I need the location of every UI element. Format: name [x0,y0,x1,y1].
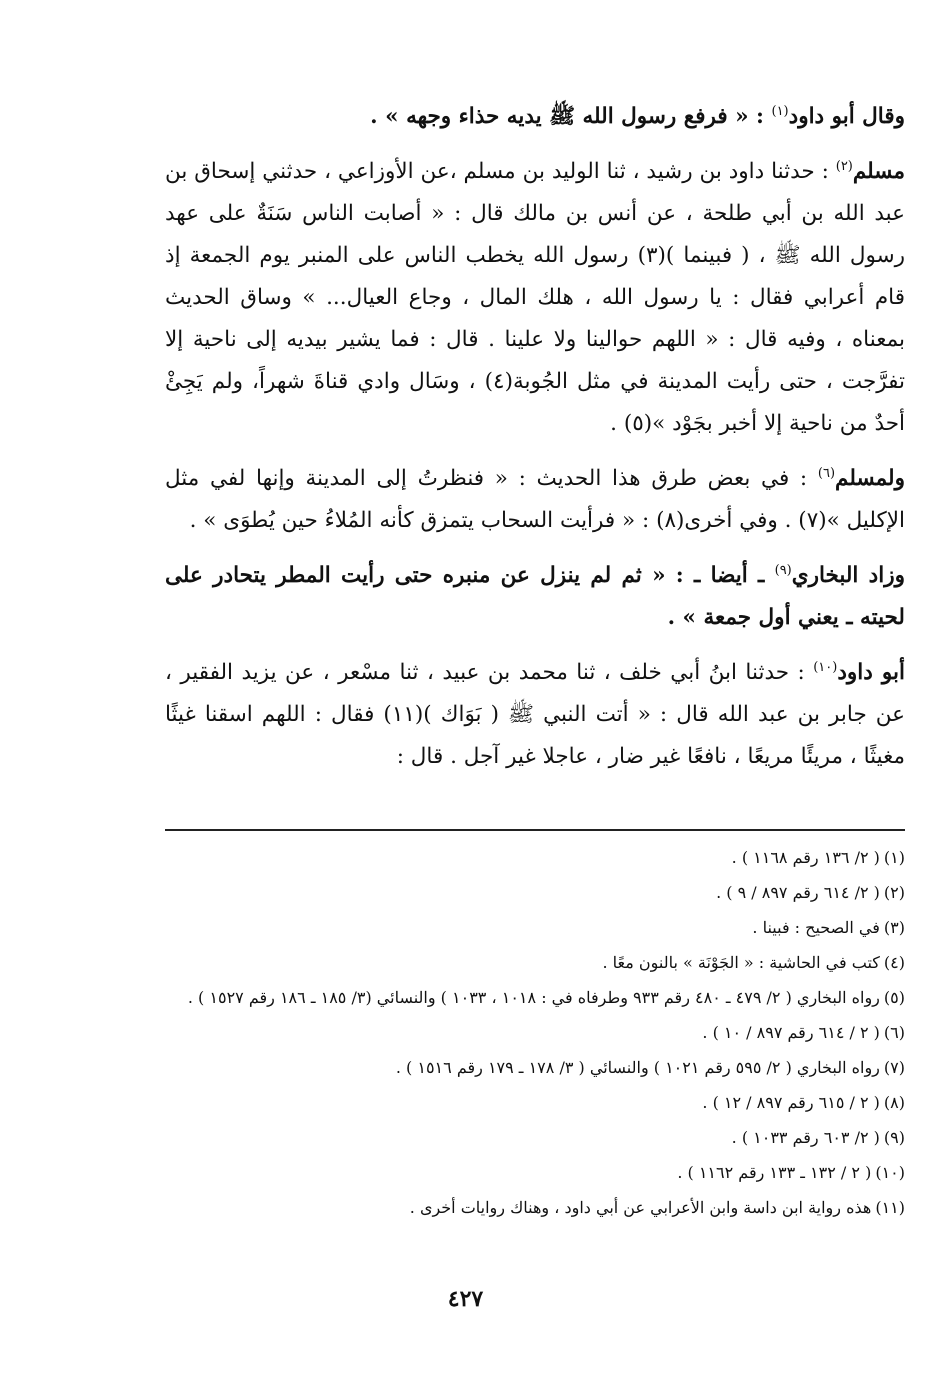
paragraph-text: : « فرفع رسول الله ﷺ يديه حذاء وجهه » . [370,104,772,129]
footnote-number: (٧) [883,1058,905,1077]
footnote-number: (٦) [883,1023,905,1042]
paragraph-lead: وقال أبو داود [788,104,905,129]
footnote-text: في الصحيح : فبينا . [752,918,880,937]
paragraph [165,96,905,138]
footnote-text: كتب في الحاشية : « الجَوْنَة » بالنون معًا . [602,953,880,972]
footnote-text: ( ٢/ ٦١٤ رقم ٨٩٧ / ٩ ) . [716,883,880,902]
paragraph-lead: أبو داود [837,660,905,685]
footnote-text: ( ٢/ ٦٠٣ رقم ١٠٣٣ ) . [731,1128,880,1147]
footnote-number: (٨) [883,1093,905,1112]
paragraph-text: ـ أيضا ـ : « ثم لم ينزل عن منبره حتى رأيت المطر يتحادر على لحيته ـ يعني أول جمعة » . [165,563,905,630]
footnote-divider [165,829,905,831]
footnote-number: (٥) [883,988,905,1007]
footnote-ref: (١٠) [813,659,838,675]
footnote [160,1085,905,1120]
footnote [160,980,905,1015]
footnote [160,1155,905,1190]
footnote [160,1015,905,1050]
paragraph [165,555,905,639]
footnote-text: ( ٢ / ٦١٥ رقم ٨٩٧ / ١٢ ) . [702,1093,880,1112]
paragraph [165,151,905,445]
footnote-ref: (٩) [774,562,792,578]
footnote-text: هذه رواية ابن داسة وابن الأعرابي عن أبي داود ، وهناك روايات أخرى . [409,1198,872,1217]
footnote [160,1050,905,1085]
paragraph-text: : حدثنا داود بن رشيد ، ثنا الوليد بن مسلم ،عن الأوزاعي ، حدثني إسحاق بن عبد الله بن أبي طلحة ، عن أنس بن مالك قال : « أصابت الناس سَنَةٌ على عهد رسول الله ﷺ ، ( فبينما )(٣) رسول الله يخطب الناس على المنبر يوم الجمعة إذ قام أعرابي فقال : يا رسول الله ، هلك المال ، وجاع العيال... » وساق الحديث بمعناه ، وفيه قال : « اللهم حوالينا ولا علينا . قال : فما يشير بيديه إلى ناحية إلا تفرَّجت ، حتى رأيت المدينة في مثل الجُوبة(٤) ، وسَال وادي قناةَ شهراً، ولم يَجِئْ أحدٌ من ناحية إلا أخبر بجَوْد »(٥) . [165,159,905,436]
footnote-text: رواه البخاري ( ٢/ ٤٧٩ ـ ٤٨٠ رقم ٩٣٣ وطرفاه في : ١٠١٨ ، ١٠٣٣ ) والنسائي (٣/ ١٨٥ ـ ١٨٦ رقم ١٥٢٧ ) . [187,988,880,1007]
paragraph [165,652,905,778]
footnote-number: (١) [883,848,905,867]
footnote-number: (١١) [875,1198,905,1217]
footnote-text: ( ٢/ ١٣٦ رقم ١١٦٨ ) . [731,848,880,867]
main-text [165,96,905,791]
footnote [160,840,905,875]
paragraph [165,458,905,542]
footnote-number: (٩) [883,1128,905,1147]
footnote-number: (٣) [883,918,905,937]
paragraph-text: : حدثنا ابنُ أبي خلف ، ثنا محمد بن عبيد ، ثنا مسْعر ، عن يزيد الفقير ، عن جابر بن عبد الله قال : « أتت النبي ﷺ ( بَوَاك )(١١) فقال : اللهم اسقنا غيثًا مغيثًا ، مريئًا مريعًا ، نافعًا غير ضار ، عاجلا غير آجل . قال : [165,660,905,769]
footnote [160,910,905,945]
footnote-text: ( ٢ / ١٣٢ ـ ١٣٣ رقم ١١٦٢ ) . [677,1163,872,1182]
footnote-number: (٢) [883,883,905,902]
paragraph-lead: مسلم [852,159,905,184]
footnote-text: ( ٢ / ٦١٤ رقم ٨٩٧ / ١٠ ) . [702,1023,880,1042]
footnote [160,1190,905,1225]
footnote-ref: (٦) [817,465,836,481]
footnote-number: (٤) [883,953,905,972]
page-number: ٤٢٧ [447,1286,484,1312]
footnote [160,945,905,980]
paragraph-lead: وزاد البخاري [791,563,905,588]
footnote-ref: (٢) [835,158,853,174]
footnote-ref: (١) [771,103,789,119]
footnote-text: رواه البخاري ( ٢/ ٥٩٥ رقم ١٠٢١ ) والنسائي ( ٣/ ١٧٨ ـ ١٧٩ رقم ١٥١٦ ) . [395,1058,880,1077]
footnote-number: (١٠) [875,1163,905,1182]
footnote [160,875,905,910]
paragraph-text: : في بعض طرق هذا الحديث : « فنظرتُ إلى المدينة وإنها لفي مثل الإكليل »(٧) . وفي أخرى(٨) : « فرأيت السحاب يتمزق كأنه المُلاءُ حين يُطوَى » . [165,466,905,533]
paragraph-lead: ولمسلم [835,466,905,491]
footnotes [160,840,905,1225]
footnote [160,1120,905,1155]
